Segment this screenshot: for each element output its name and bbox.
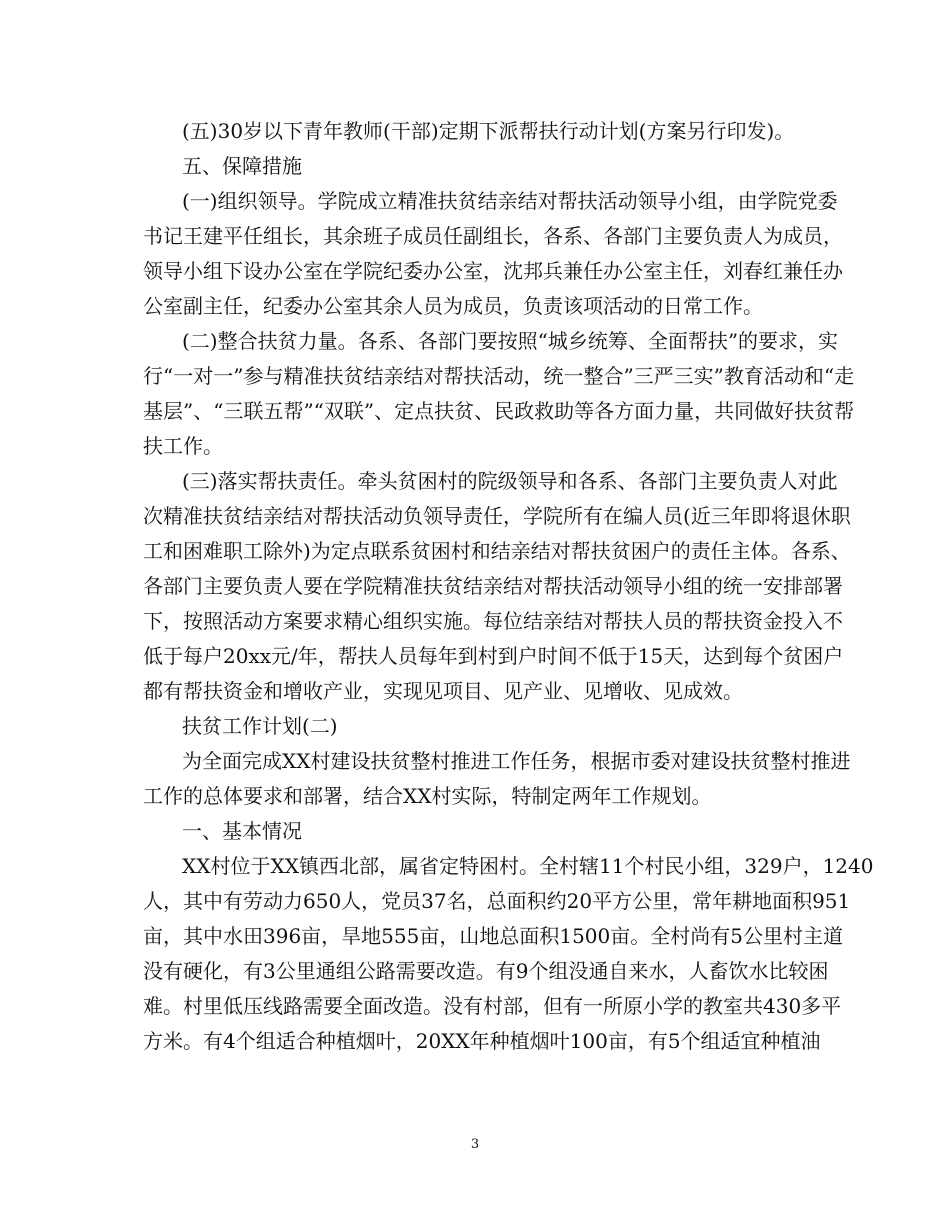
text-line: 行“一对一”参与精准扶贫结亲结对帮扶活动，统一整合”三严三实”教育活动和“走 — [143, 364, 855, 388]
text-line: 基层”、“三联五帮”“双联”、定点扶贫、民政救助等各方面力量，共同做好扶贫帮 — [143, 399, 855, 423]
text-line: 难。村里低压线路需要全面改造。没有村部，但有一所原小学的教室共430多平 — [143, 994, 842, 1018]
text-line: 一、基本情况 — [182, 819, 302, 843]
text-line: (一)组织领导。学院成立精准扶贫结亲结对帮扶活动领导小组，由学院党委 — [182, 189, 838, 213]
text-line: 公室副主任，纪委办公室其余人员为成员，负责该项活动的日常工作。 — [143, 294, 763, 318]
page-number: 3 — [470, 1137, 480, 1152]
text-line: (三)落实帮扶责任。牵头贫困村的院级领导和各系、各部门主要负责人对此 — [182, 469, 838, 493]
text-line: 各部门主要负责人要在学院精准扶贫结亲结对帮扶活动领导小组的统一安排部署 — [143, 574, 843, 598]
text-line: (五)30岁以下青年教师(干部)定期下派帮扶行动计划(方案另行印发)。 — [182, 119, 795, 143]
text-line: 次精准扶贫结亲结对帮扶活动负领导责任，学院所有在编人员(近三年即将退休职 — [143, 504, 851, 528]
document-body — [143, 114, 874, 1059]
text-line: 低于每户20xx元/年，帮扶人员每年到村到户时间不低于15天，达到每个贫困户 — [143, 644, 844, 668]
text-line: 五、保障措施 — [182, 154, 302, 178]
text-line: 扶工作。 — [143, 434, 223, 458]
text-line: (二)整合扶贫力量。各系、各部门要按照“城乡统筹、全面帮扶”的要求，实 — [182, 329, 839, 353]
text-line: 工和困难职工除外)为定点联系贫困村和结亲结对帮扶贫困户的责任主体。各系、 — [143, 539, 851, 563]
text-line: XX村位于XX镇西北部，属省定特困村。全村辖11个村民小组，329户，1240 — [182, 854, 874, 878]
text-line: 亩，其中水田396亩，旱地555亩，山地总面积1500亩。全村尚有5公里村主道 — [143, 924, 843, 948]
text-line: 都有帮扶资金和增收产业，实现见项目、见产业、见增收、见成效。 — [143, 679, 743, 703]
text-line: 为全面完成XX村建设扶贫整村推进工作任务，根据市委对建设扶贫整村推进 — [182, 749, 851, 773]
text-line: 没有硬化，有3公里通组公路需要改造。有9个组没通自来水，人畜饮水比较困 — [143, 959, 829, 983]
text-line: 人，其中有劳动力650人，党员37名，总面积约20平方公里，常年耕地面积951 — [143, 889, 851, 913]
text-line: 方米。有4个组适合种植烟叶，20XX年种植烟叶100亩，有5个组适宜种植油 — [143, 1029, 821, 1053]
text-line: 扶贫工作计划(二) — [182, 714, 338, 738]
text-line: 工作的总体要求和部署，结合XX村实际，特制定两年工作规划。 — [143, 784, 712, 808]
text-line: 领导小组下设办公室在学院纪委办公室，沈邦兵兼任办公室主任，刘春红兼任办 — [143, 259, 843, 283]
text-line: 书记王建平任组长，其余班子成员任副组长，各系、各部门主要负责人为成员， — [143, 224, 843, 248]
text-line: 下，按照活动方案要求精心组织实施。每位结亲结对帮扶人员的帮扶资金投入不 — [143, 609, 843, 633]
